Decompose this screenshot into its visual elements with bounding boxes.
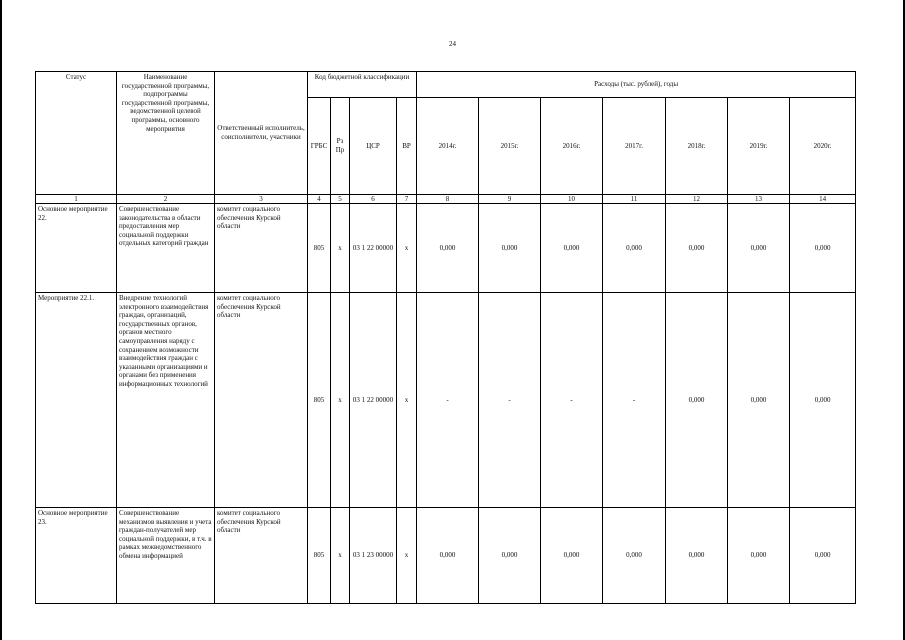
row-value: 0,000: [417, 204, 479, 293]
row-executor: комитет социального обеспечения Курской области: [215, 204, 308, 293]
row-rzpr: х: [331, 204, 350, 293]
row-value: 0,000: [479, 508, 541, 604]
column-number: 1: [36, 195, 117, 204]
header-year: 2020г.: [790, 98, 856, 195]
header-year: 2016г.: [541, 98, 603, 195]
header-grbs: ГРБС: [308, 98, 331, 195]
header-year: 2015г.: [479, 98, 541, 195]
header-budget-code: Код бюджетной классификации: [308, 72, 417, 98]
table-row: [36, 293, 856, 508]
row-status: Основное мероприятие 23.: [36, 508, 117, 604]
column-number-row: [36, 195, 856, 204]
row-rzpr: х: [331, 293, 350, 508]
row-vr: х: [397, 293, 417, 508]
row-name: Совершенствование законодательства в области предоставления мер социальной поддержки отдельных категорий граждан: [117, 204, 215, 293]
row-grbs: 805: [308, 508, 331, 604]
budget-table: [35, 71, 856, 604]
row-value: 0,000: [603, 508, 666, 604]
row-value: -: [479, 293, 541, 508]
column-number: 8: [417, 195, 479, 204]
page-left-edge: [0, 0, 2, 640]
row-value: -: [603, 293, 666, 508]
row-csr: 03 1 23 00000: [350, 508, 397, 604]
row-executor: комитет социального обеспечения Курской области: [215, 293, 308, 508]
row-value: 0,000: [541, 204, 603, 293]
row-status: Основное мероприятие 22.: [36, 204, 117, 293]
table-row: [36, 508, 856, 604]
header-vr: ВР: [397, 98, 417, 195]
row-status: Мероприятие 22.1.: [36, 293, 117, 508]
column-number: 2: [117, 195, 215, 204]
column-number: 5: [331, 195, 350, 204]
row-rzpr: х: [331, 508, 350, 604]
header-year: 2018г.: [666, 98, 728, 195]
header-rzpr: Рз Пр: [331, 98, 350, 195]
row-value: 0,000: [666, 508, 728, 604]
page-number: 24: [449, 40, 456, 48]
row-executor: комитет социального обеспечения Курской области: [215, 508, 308, 604]
column-number: 6: [350, 195, 397, 204]
header-year: 2017г.: [603, 98, 666, 195]
header-year: 2019г.: [728, 98, 790, 195]
column-number: 4: [308, 195, 331, 204]
header-expenses: Расходы (тыс. рублей), годы: [417, 72, 856, 98]
row-value: 0,000: [790, 508, 856, 604]
column-number: 14: [790, 195, 856, 204]
column-number: 7: [397, 195, 417, 204]
header-year: 2014г.: [417, 98, 479, 195]
table-row: [36, 204, 856, 293]
row-grbs: 805: [308, 204, 331, 293]
row-value: 0,000: [790, 204, 856, 293]
column-number: 10: [541, 195, 603, 204]
row-value: -: [417, 293, 479, 508]
row-vr: х: [397, 508, 417, 604]
header-csr: ЦСР: [350, 98, 397, 195]
row-value: 0,000: [479, 204, 541, 293]
row-value: 0,000: [728, 204, 790, 293]
row-value: 0,000: [666, 293, 728, 508]
column-number: 11: [603, 195, 666, 204]
header-executor: Ответственный исполнитель, соисполнители, участники: [215, 72, 308, 195]
column-number: 13: [728, 195, 790, 204]
row-grbs: 805: [308, 293, 331, 508]
row-value: 0,000: [417, 508, 479, 604]
column-number: 12: [666, 195, 728, 204]
row-vr: х: [397, 204, 417, 293]
row-value: 0,000: [728, 508, 790, 604]
row-value: 0,000: [541, 508, 603, 604]
header-status: Статус: [36, 72, 117, 195]
row-name: Внедрение технологий электронного взаимодействия граждан, организаций, государственных органов, органов местного самоуправления наряду с сохранением возможности взаимодействия граждан с указанными организациями и органами без применения информационных технологий: [117, 293, 215, 508]
row-value: 0,000: [790, 293, 856, 508]
column-number: 3: [215, 195, 308, 204]
row-value: 0,000: [728, 293, 790, 508]
row-csr: 03 1 22 00000: [350, 204, 397, 293]
row-value: 0,000: [603, 204, 666, 293]
header-name: Наименование государственной программы, подпрограммы государственной программы, ведомственной целевой программы, основного мероприятия: [117, 72, 215, 195]
row-csr: 03 1 22 00000: [350, 293, 397, 508]
row-value: 0,000: [666, 204, 728, 293]
row-name: Совершенствование механизмов выявления и учета граждан-получателей мер социальной поддержки, в т.ч. в рамках межведомственного обмена информацией: [117, 508, 215, 604]
column-number: 9: [479, 195, 541, 204]
row-value: -: [541, 293, 603, 508]
header-row-1: [36, 72, 856, 98]
